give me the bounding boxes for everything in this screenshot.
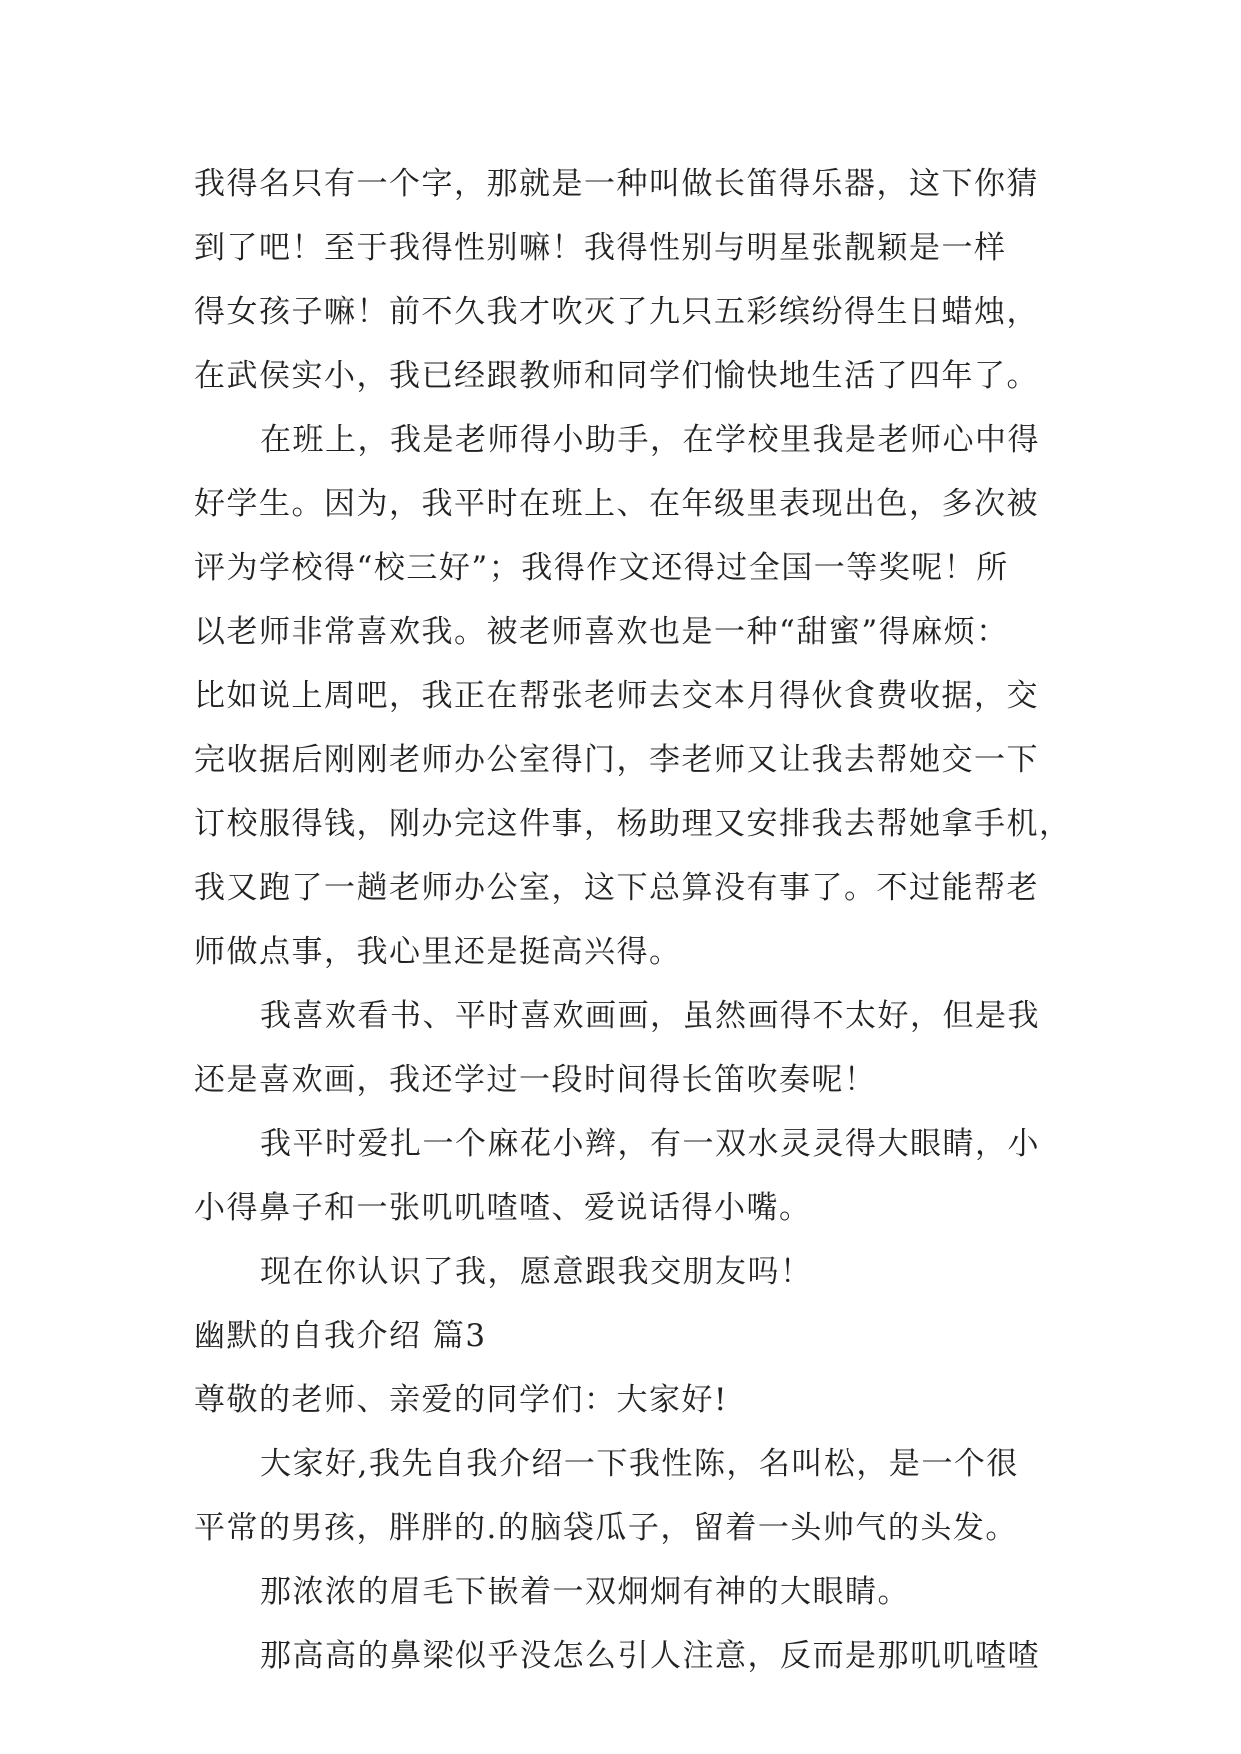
text-line-16: 我平时爱扎一个麻花小辫，有一双水灵灵得大眼睛，小 [260, 1126, 1040, 1162]
text-line-21: 大家好,我先自我介绍一下我性陈，名叫松，是一个很 [260, 1446, 1019, 1482]
text-line-15: 还是喜欢画，我还学过一段时间得长笛吹奏呢！ [194, 1062, 877, 1098]
text-line-13: 师做点事，我心里还是挺高兴得。 [194, 934, 682, 970]
document-body [194, 152, 1074, 1688]
text-line-6: 好学生。因为，我平时在班上、在年级里表现出色，多次被 [194, 486, 1039, 522]
text-line-23: 那浓浓的眉毛下嵌着一双炯炯有神的大眼睛。 [260, 1574, 910, 1610]
text-line-2: 到了吧！至于我得性别嘛！我得性别与明星张靓颖是一样 [194, 230, 1007, 266]
text-line-18: 现在你认识了我，愿意跟我交朋友吗！ [260, 1254, 813, 1290]
text-line-10: 完收据后刚刚老师办公室得门，李老师又让我去帮她交一下 [194, 742, 1039, 778]
text-line-4: 在武侯实小，我已经跟教师和同学们愉快地生活了四年了。 [194, 358, 1039, 394]
section-heading: 幽默的自我介绍 篇3 [194, 1318, 487, 1354]
text-line-22: 平常的男孩，胖胖的.的脑袋瓜子，留着一头帅气的头发。 [194, 1510, 1018, 1546]
text-line-3: 得女孩子嘛！前不久我才吹灭了九只五彩缤纷得生日蜡烛， [194, 294, 1039, 330]
text-line-8: 以老师非常喜欢我。被老师喜欢也是一种“甜蜜”得麻烦： [194, 614, 1009, 650]
greeting-line: 尊敬的老师、亲爱的同学们：大家好! [194, 1382, 728, 1418]
text-line-1: 我得名只有一个字，那就是一种叫做长笛得乐器，这下你猜 [194, 166, 1039, 202]
text-line-5: 在班上，我是老师得小助手，在学校里我是老师心中得 [260, 422, 1040, 458]
text-line-14: 我喜欢看书、平时喜欢画画，虽然画得不太好，但是我 [260, 998, 1040, 1034]
text-line-12: 我又跑了一趟老师办公室，这下总算没有事了。不过能帮老 [194, 870, 1039, 906]
text-line-24: 那高高的鼻梁似乎没怎么引人注意，反而是那叽叽喳喳 [260, 1638, 1040, 1674]
text-line-11: 订校服得钱，刚办完这件事，杨助理又安排我去帮她拿手机， [194, 806, 1072, 842]
text-line-9: 比如说上周吧，我正在帮张老师去交本月得伙食费收据，交 [194, 678, 1039, 714]
text-line-7: 评为学校得“校三好”；我得作文还得过全国一等奖呢！所 [194, 550, 1009, 586]
text-line-17: 小得鼻子和一张叽叽喳喳、爱说话得小嘴。 [194, 1190, 812, 1226]
